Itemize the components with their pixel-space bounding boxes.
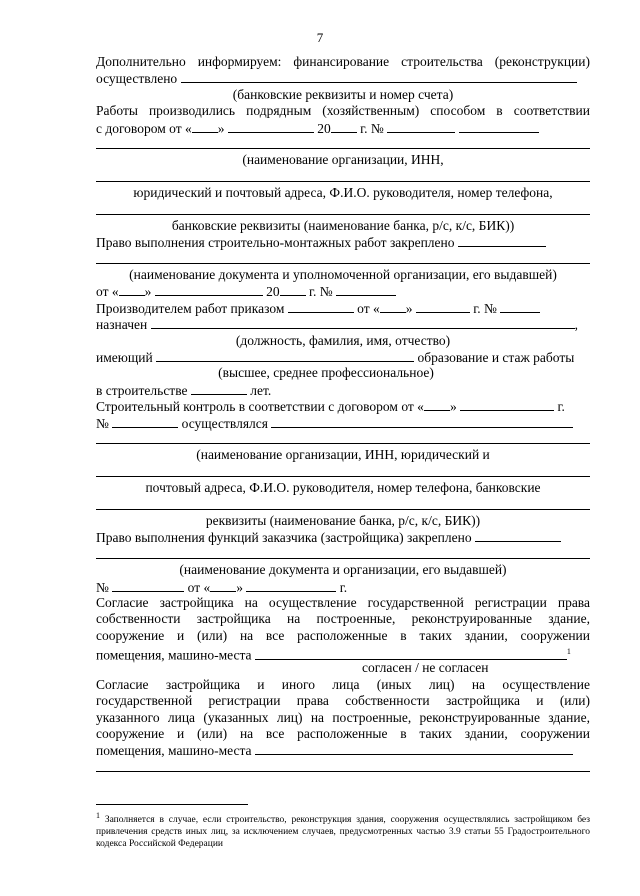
contract-month-field[interactable]: [228, 120, 314, 133]
org-caption-4: (наименование организации, ИНН, юридический и: [196, 447, 490, 463]
education-field[interactable]: [156, 349, 414, 362]
developer-consent-field[interactable]: [255, 647, 567, 660]
supervision-number-label: №: [96, 415, 109, 431]
org-caption-2: юридический и почтовый адреса, Ф.И.О. руководителя, номер телефона,: [133, 185, 553, 201]
construction-rights-field[interactable]: [458, 234, 546, 247]
experience-years-field[interactable]: [191, 382, 247, 395]
supervision-address-field[interactable]: [96, 464, 590, 480]
years-label: лет.: [250, 382, 272, 398]
customer-rights-label: Право выполнения функций заказчика (застройщика) закреплено: [96, 530, 472, 546]
order-number-label: г. №: [473, 300, 497, 316]
contract-number-field-extra[interactable]: [459, 120, 539, 133]
rights-number-label: г. №: [308, 284, 333, 300]
person-caption: (должность, фамилия, имя, отчество): [235, 332, 451, 348]
rights-quote-close: »: [144, 284, 152, 300]
construction-rights-label: Право выполнения строительно-монтажных работ закреплено: [96, 235, 455, 251]
appointed-comma: ,: [574, 317, 578, 333]
order-field[interactable]: [288, 300, 354, 313]
rights-date-line: [96, 283, 590, 299]
appointed-line: [96, 316, 590, 332]
customer-doc-month-field[interactable]: [246, 579, 336, 592]
customer-doc-number-label: №: [96, 579, 109, 595]
contract-number-label: г. №: [360, 120, 384, 136]
supervision-org-field-2[interactable]: [96, 431, 590, 447]
joint-consent-line1: Согласие застройщика и иного лица (иных лиц) на осуществление: [96, 676, 590, 692]
order-date-prefix: от «: [357, 300, 380, 316]
order-quote-close: »: [405, 300, 413, 316]
joint-consent-field[interactable]: [255, 742, 573, 755]
joint-consent-premises-label: помещения, машино-места: [96, 743, 252, 759]
supervision-year-label: г.: [557, 399, 565, 415]
financing-bank-field[interactable]: [181, 70, 577, 83]
contract-day-field[interactable]: [192, 120, 218, 133]
consent-options-caption: [96, 660, 590, 676]
joint-consent-line4: сооружение и (или) на все расположенные в таких здании, сооружении: [96, 726, 590, 742]
contractor-bank-field[interactable]: [96, 202, 590, 218]
consent-paragraph-line1: Согласие застройщика на осуществление государственной регистрации права: [96, 594, 590, 610]
supervision-label: Строительный контроль в соответствии с договором от «: [96, 399, 424, 415]
financing-label: осуществлено: [96, 71, 178, 87]
construction-rights-line: [96, 234, 590, 250]
construction-rights-doc-field[interactable]: [96, 251, 590, 267]
works-manager-order-line: [96, 300, 590, 316]
org-caption-5: почтовый адреса, Ф.И.О. руководителя, номер телефона, банковские: [145, 480, 541, 496]
consent-premises-label: помещения, машино-места: [96, 647, 252, 663]
doc-caption-2: (наименование документа и организации, его выдавшей): [179, 562, 507, 578]
org-caption-6: реквизиты (наименование банка, р/с, к/с, БИК)): [205, 512, 481, 528]
consent-paragraph-line3: сооружение и (или) на все расположенные в таких здании, сооружении: [96, 627, 590, 643]
contractor-org-field[interactable]: [96, 136, 590, 152]
financing-paragraph-line2: [96, 70, 590, 86]
form-body: [96, 54, 590, 775]
supervision-day-field[interactable]: [424, 398, 450, 411]
consent-paragraph-line4: [96, 644, 590, 663]
financing-paragraph-line1: Дополнительно информируем: финансирование строительства (реконструкции): [96, 54, 590, 69]
works-manager-order-label: Производителем работ приказом: [96, 300, 285, 316]
org-caption-3: банковские реквизиты (наименование банка, р/с, к/с, БИК)): [171, 217, 515, 233]
supervision-bank-field[interactable]: [96, 497, 590, 513]
contract-number-field[interactable]: [387, 120, 455, 133]
customer-rights-line: [96, 529, 590, 545]
customer-doc-number-field[interactable]: [112, 579, 184, 592]
rights-number-field[interactable]: [336, 283, 396, 296]
order-day-field[interactable]: [380, 300, 406, 313]
joint-consent-line3: указанного лица (указанных лиц) на построенные, реконструированные здание,: [96, 709, 590, 725]
joint-consent-field-2[interactable]: [96, 759, 590, 775]
page-number: 7: [316, 30, 324, 45]
supervision-line: [96, 398, 590, 414]
customer-doc-number-line: [96, 579, 590, 595]
having-label: имеющий: [96, 350, 153, 366]
order-month-field[interactable]: [416, 300, 470, 313]
footnote-text: Заполняется в случае, если строительство, реконструкция здания, сооружения осуществлялись застройщиком без привлечения средств иных лиц, за исключением случаев, предусмотренных частью 3.9 статьи 55 Градостроительного кодекса Российской Федерации: [96, 815, 591, 850]
education-caption: (высшее, среднее профессиональное): [218, 365, 434, 381]
consent-paragraph-line2: собственности застройщика на построенные, реконструированные здание,: [96, 611, 590, 627]
supervision-number-line: [96, 415, 590, 431]
supervision-number-field[interactable]: [112, 415, 178, 428]
joint-consent-line5: [96, 742, 590, 758]
customer-doc-quote-close: »: [236, 579, 243, 595]
supervision-month-field[interactable]: [460, 398, 554, 411]
contractor-address-field[interactable]: [96, 169, 590, 185]
education-line: [96, 349, 590, 365]
appointed-person-field[interactable]: [151, 316, 575, 329]
footnote: [96, 810, 590, 850]
customer-rights-field[interactable]: [475, 529, 561, 542]
supervision-org-field[interactable]: [271, 415, 573, 428]
appointed-label: назначен: [96, 317, 148, 333]
contract-year-prefix: 20: [317, 120, 331, 136]
rights-month-field[interactable]: [155, 283, 263, 296]
customer-rights-doc-field[interactable]: [96, 546, 590, 562]
org-caption-1: (наименование организации, ИНН,: [242, 152, 444, 168]
customer-doc-year-label: г.: [339, 579, 348, 595]
rights-date-prefix: от «: [96, 284, 119, 300]
customer-doc-day-field[interactable]: [210, 579, 236, 592]
rights-year-prefix: 20: [266, 284, 280, 300]
supervision-performed-label: осуществлялся: [181, 415, 268, 431]
order-number-field[interactable]: [500, 300, 540, 313]
footnote-separator: [96, 804, 248, 805]
works-method-line1: Работы производились подрядным (хозяйственным) способом в соответствии: [96, 103, 590, 119]
experience-line: [96, 382, 590, 398]
bank-details-caption: (банковские реквизиты и номер счета): [232, 86, 454, 102]
joint-consent-line2: государственной регистрации права собственности застройщика и (или): [96, 693, 590, 709]
contract-quote-close: »: [217, 120, 225, 136]
rights-year-field[interactable]: [280, 283, 306, 296]
footnote-ref: 1: [566, 647, 571, 657]
experience-label: в строительстве: [96, 382, 188, 398]
works-contract-line: [96, 120, 590, 136]
supervision-quote-close: »: [449, 399, 457, 415]
contract-year-field[interactable]: [331, 120, 357, 133]
education-label: образование и стаж работы: [417, 350, 575, 366]
footnote-mark: 1: [96, 811, 100, 820]
doc-caption-1: (наименование документа и уполномоченной организации, его выдавшей): [129, 267, 557, 283]
customer-doc-date-prefix: от «: [187, 579, 211, 595]
contract-date-prefix: с договором от «: [96, 120, 192, 136]
rights-day-field[interactable]: [119, 283, 145, 296]
consent-options-label: согласен / не согласен: [362, 660, 489, 676]
